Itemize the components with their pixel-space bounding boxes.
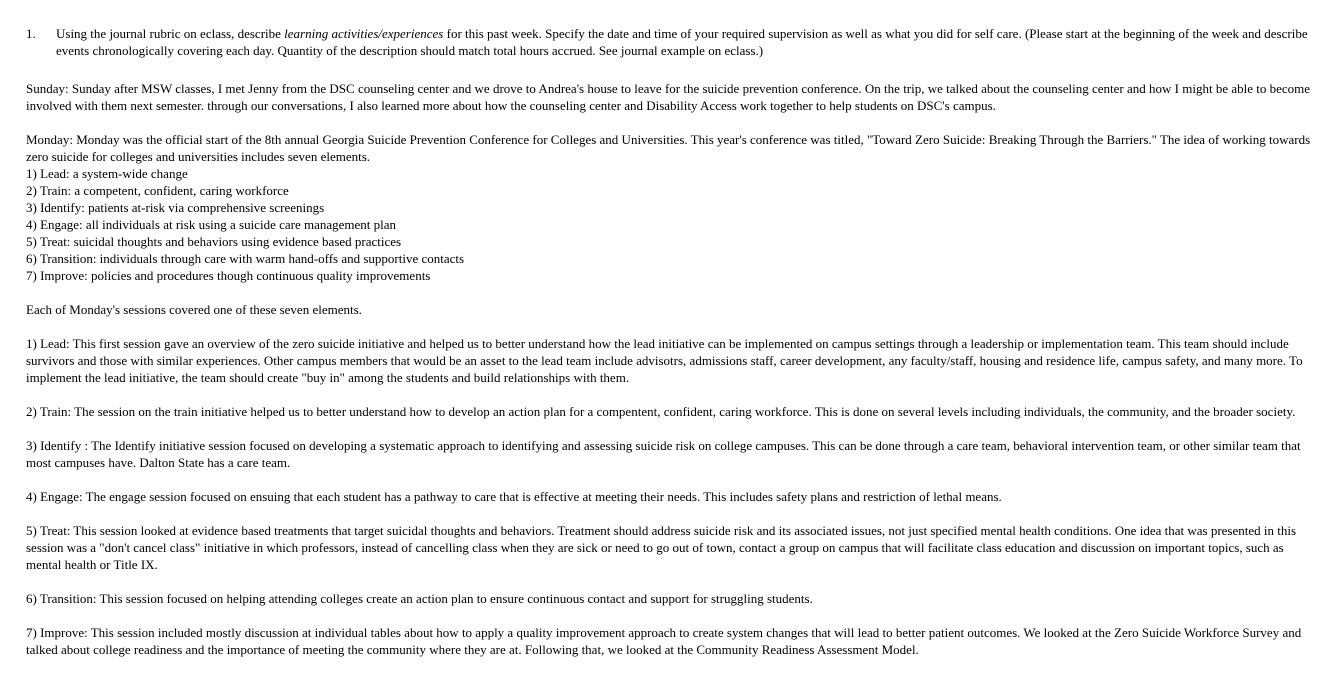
treat-session-paragraph: 5) Treat: This session looked at evidence based treatments that target suicidal thoughts and behaviors. Treatment should address suicide risk and its associated issues, not just specified mental health conditions. One idea that was presented in this session was a "don't cancel class" initiative in which professors, instead of cancelling class when they are sick or need to go out of town, contact a group on campus that will facilitate class education and discussion on important topics, such as mental health or Title IX. — [26, 523, 1297, 572]
identify-session-paragraph: 3) Identify : The Identify initiative session focused on developing a systematic approach to identifying and assessing suicide risk on college campuses. This can be done through a care team, behavioral intervention team, or other similar team that most campuses have. Dalton State has a care team. — [26, 438, 1301, 470]
element-item-treat: 5) Treat: suicidal thoughts and behaviors using evidence based practices — [26, 234, 402, 249]
sunday-paragraph: Sunday: Sunday after MSW classes, I met Jenny from the DSC counseling center and we drove to Andrea's house to leave for the suicide prevention conference. On the trip, we talked about the counseling center and how I might be able to become involved with them next semester. through our conversations, I also learned more about how the counseling center and Disability Access work together to help students on DSC's campus. — [26, 81, 1311, 113]
prompt-text-end: for this past week. Specify the date and time of your required supervision as well as what you did for self care. (Please start at the beginning of the week and describe events chronologically covering each day. Quantity of the description should match total hours accrued. See journal example on eclass.) — [56, 26, 1308, 58]
improve-session-paragraph: 7) Improve: This session included mostly discussion at individual tables about how to apply a quality improvement approach to create system changes that will lead to better patient outcomes. We looked at the Zero Suicide Workforce Survey and talked about college readiness and the importance of meeting the community where they are at. Following that, we looked at the Community Readiness Assessment Model. — [26, 625, 1302, 657]
element-item-train: 2) Train: a competent, confident, caring workforce — [26, 183, 289, 198]
element-item-lead: 1) Lead: a system-wide change — [26, 166, 188, 181]
element-item-engage: 4) Engage: all individuals at risk using a suicide care management plan — [26, 217, 397, 232]
element-item-identify: 3) Identify: patients at-risk via comprehensive screenings — [26, 200, 325, 215]
prompt-number: 1. — [26, 26, 36, 41]
journal-prompt — [26, 25, 1318, 59]
sessions-intro-paragraph: Each of Monday's sessions covered one of these seven elements. — [26, 302, 362, 317]
prompt-text-start: Using the journal rubric on eclass, describe — [56, 26, 285, 41]
lead-session-paragraph: 1) Lead: This first session gave an overview of the zero suicide initiative and helped us to better understand how the lead initiative can be implemented on campus settings through a leadership or implementation team. This team should include survivors and those with similar experiences. Other campus members that would be an asset to the lead team include advisotrs, admissions staff, career development, any faculty/staff, housing and residence life, campus safety, and many more. To implement the lead initiative, the team should create "buy in" among the students and build relationships with them. — [26, 336, 1303, 385]
transition-session-paragraph: 6) Transition: This session focused on helping attending colleges create an action plan to ensure continuous contact and support for struggling students. — [26, 591, 813, 606]
train-session-paragraph: 2) Train: The session on the train initiative helped us to better understand how to develop an action plan for a compentent, confident, caring workforce. This is done on several levels including individuals, the community, and the broader society. — [26, 404, 1296, 419]
element-item-improve: 7) Improve: policies and procedures though continuous quality improvements — [26, 268, 431, 283]
engage-session-paragraph: 4) Engage: The engage session focused on ensuing that each student has a pathway to care that is effective at meeting their needs. This includes safety plans and restriction of lethal means. — [26, 489, 1002, 504]
monday-intro: Monday: Monday was the official start of the 8th annual Georgia Suicide Prevention Conference for Colleges and Universities. This year's conference was titled, "Toward Zero Suicide: Breaking Through the Barriers." The idea of working towards zero suicide for colleges and universities includes seven elements. — [26, 132, 1311, 164]
element-item-transition: 6) Transition: individuals through care with warm hand-offs and supportive contacts — [26, 251, 465, 266]
prompt-text-italic: learning activities/experiences — [284, 26, 444, 41]
monday-section — [26, 131, 1318, 284]
